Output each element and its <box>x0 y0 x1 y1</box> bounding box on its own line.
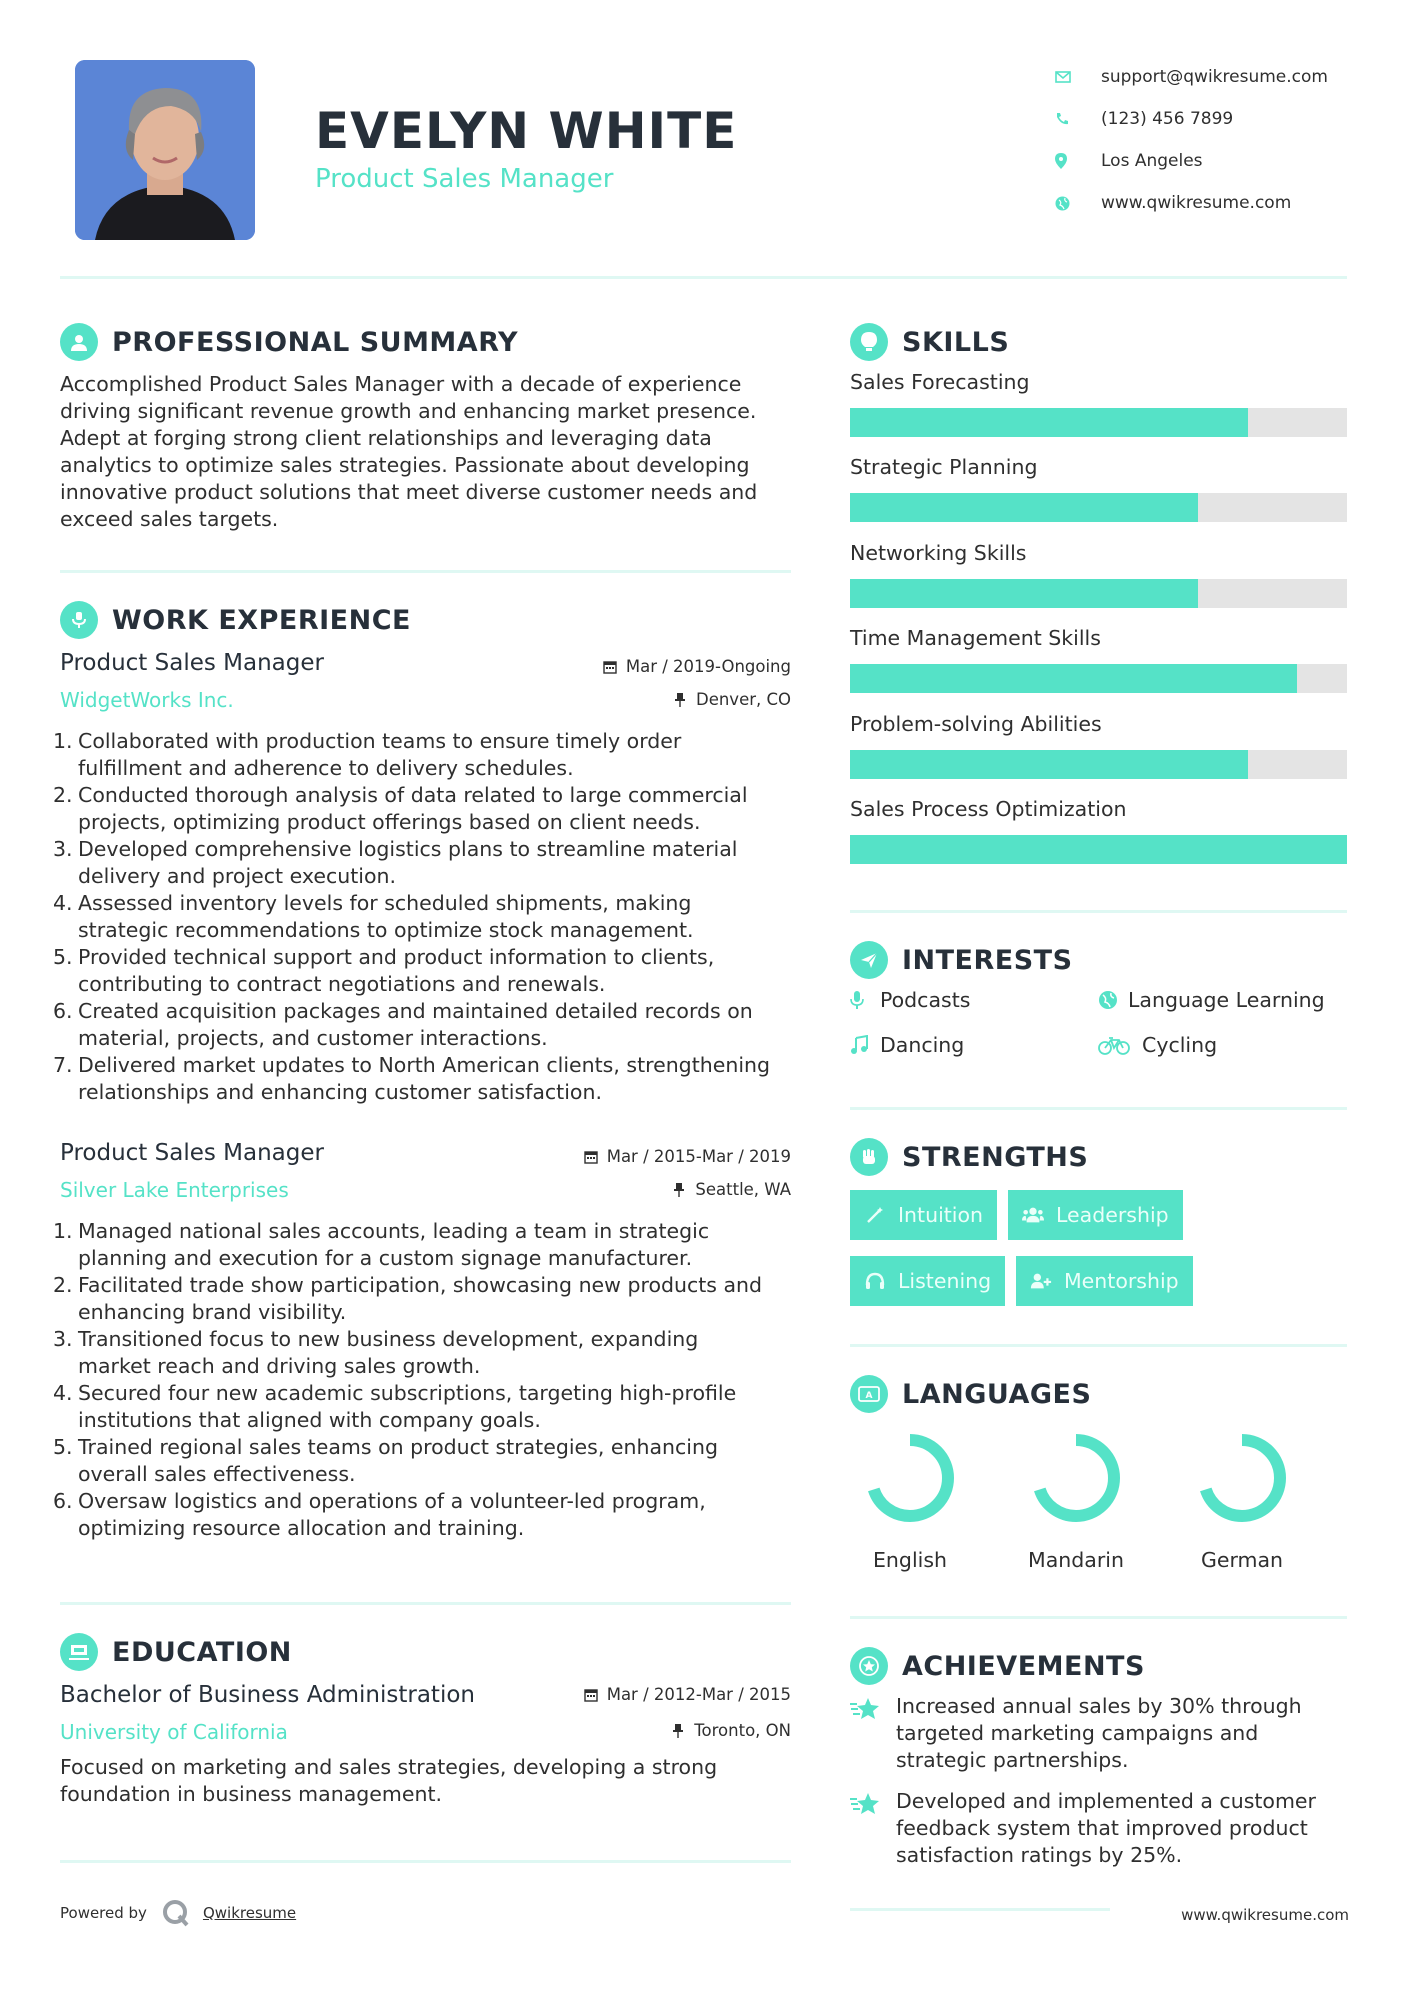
language-level-arc <box>872 1440 948 1516</box>
phone-text: (123) 456 7899 <box>1101 109 1234 129</box>
job-title: Product Sales Manager <box>60 1140 324 1166</box>
strength-tag: Leadership <box>1008 1190 1183 1240</box>
skill-level-bar <box>850 408 1347 437</box>
summary-line: driving significant revenue growth and enhancing market presence. <box>60 399 757 423</box>
education-title: EDUCATION <box>112 1636 292 1668</box>
fist-icon <box>850 1138 888 1176</box>
envelope-icon <box>1055 67 1091 87</box>
skill-level-fill <box>850 750 1248 779</box>
skill-level-fill <box>850 579 1198 608</box>
list-item: 1. Collaborated with production teams to ensure timely order fulfillment and adherence to delivery schedules. <box>53 729 682 780</box>
school-name: University of California <box>60 1720 288 1744</box>
job-title: Product Sales Manager <box>60 650 324 676</box>
skill-level-bar <box>850 750 1347 779</box>
list-item: 7. Delivered market updates to North American clients, strengthening relationships and enhancing customer satisfaction. <box>53 1053 771 1104</box>
pushpin-icon <box>672 692 688 708</box>
svg-text:A: A <box>865 1391 873 1401</box>
education-date-text: Mar / 2012-Mar / 2015 <box>606 1685 791 1704</box>
skill-level-fill <box>850 835 1347 864</box>
paper-plane-icon <box>850 941 888 979</box>
language-item <box>1187 1430 1297 1572</box>
experience-divider <box>60 1602 791 1605</box>
education-date <box>583 1685 791 1704</box>
job-location-text: Denver, CO <box>695 690 791 709</box>
map-pin-icon <box>1055 151 1091 171</box>
list-item: 6. Oversaw logistics and operations of a volunteer-led program, optimizing resource allocation and training. <box>53 1489 706 1540</box>
qwikresume-logo-icon <box>161 1898 191 1928</box>
interest-item: Dancing <box>850 1033 964 1057</box>
skill-level-bar <box>850 579 1347 608</box>
skill-level-bar <box>850 493 1347 522</box>
candidate-role: Product Sales Manager <box>315 164 614 194</box>
language-level-arc <box>1038 1440 1114 1516</box>
bicycle-icon <box>1098 1033 1138 1057</box>
list-item: 3. Transitioned focus to new business development, expanding market reach and driving sales growth. <box>53 1327 699 1378</box>
skill-level-fill <box>850 493 1198 522</box>
education-divider <box>60 1860 791 1863</box>
achievements-title: ACHIEVEMENTS <box>902 1650 1145 1682</box>
summary-heading <box>60 323 518 361</box>
language-label: English <box>872 1548 948 1572</box>
skill-label: Strategic Planning <box>850 455 1038 480</box>
contact-email[interactable] <box>1055 56 1385 98</box>
user-icon <box>60 323 98 361</box>
language-label: Mandarin <box>1028 1548 1124 1572</box>
music-note-icon <box>850 1033 876 1057</box>
powered-by <box>60 1898 296 1928</box>
skills-heading <box>850 323 1009 361</box>
summary-line: innovative product solutions that meet diverse customer needs and <box>60 480 758 504</box>
globe-icon <box>1055 193 1091 213</box>
interest-item: Cycling <box>1098 1033 1217 1057</box>
skill-level-bar <box>850 835 1347 864</box>
education-location-text: Toronto, ON <box>694 1721 791 1740</box>
experience-heading <box>60 601 411 639</box>
briefcase-icon <box>60 601 98 639</box>
interest-item: Language Learning <box>1098 988 1325 1012</box>
lightbulb-icon <box>850 323 888 361</box>
interests-title: INTERESTS <box>902 944 1073 976</box>
graduation-icon <box>60 1633 98 1671</box>
job-date <box>602 657 791 676</box>
list-item: 5. Provided technical support and product information to clients, contributing to contract negotiations and renewals. <box>53 945 715 996</box>
list-item: 4. Secured four new academic subscriptions, targeting high-profile institutions that aligned with company goals. <box>53 1381 737 1432</box>
magic-wand-icon <box>864 1204 886 1226</box>
calendar-icon <box>602 659 618 675</box>
strengths-divider <box>850 1344 1347 1347</box>
education-location <box>670 1721 791 1740</box>
achievements-divider <box>850 1908 1110 1911</box>
job-company: WidgetWorks Inc. <box>60 688 234 712</box>
language-item <box>1021 1430 1131 1572</box>
language-level-ring <box>1194 1430 1290 1526</box>
phone-icon <box>1055 109 1091 129</box>
strength-tag: Intuition <box>850 1190 997 1240</box>
microphone-icon <box>850 988 876 1012</box>
skill-label: Time Management Skills <box>850 626 1101 651</box>
language-level-arc <box>1204 1440 1280 1516</box>
email-text: support@qwikresume.com <box>1101 67 1328 87</box>
list-item: 4. Assessed inventory levels for scheduled shipments, making strategic recommendations to optimize stock management. <box>53 891 694 942</box>
strengths-title: STRENGTHS <box>902 1141 1089 1173</box>
languages-heading <box>850 1375 1091 1413</box>
calendar-icon <box>583 1149 599 1165</box>
skill-label: Problem-solving Abilities <box>850 711 1102 736</box>
list-item: 2. Facilitated trade show participation, showcasing new products and enhancing brand visibility. <box>53 1273 763 1324</box>
language-item <box>855 1430 965 1572</box>
header-divider <box>60 276 1347 279</box>
list-item: 3. Developed comprehensive logistics plans to streamline material delivery and project execution. <box>53 837 738 888</box>
job-location <box>672 690 791 709</box>
education-description: Focused on marketing and sales strategies, developing a strong foundation in business management. <box>60 1755 718 1806</box>
list-item: 1. Managed national sales accounts, leading a team in strategic planning and execution for a custom signage manufacturer. <box>53 1219 710 1270</box>
skill-level-fill <box>850 408 1248 437</box>
list-item: 2. Conducted thorough analysis of data related to large commercial projects, optimizing product offerings based on client needs. <box>53 783 748 834</box>
shooting-star-icon <box>850 1788 896 1869</box>
globe-icon <box>1098 988 1124 1012</box>
achievement-item: Increased annual sales by 30% through targeted marketing campaigns and strategic partnerships. <box>850 1693 1350 1774</box>
languages-title: LANGUAGES <box>902 1378 1092 1410</box>
star-badge-icon <box>850 1647 888 1685</box>
skill-label: Sales Process Optimization <box>850 797 1127 821</box>
degree-title: Bachelor of Business Administration <box>60 1682 475 1708</box>
skill-level-fill <box>850 664 1297 693</box>
interest-item: Podcasts <box>850 988 970 1012</box>
list-item: 5. Trained regional sales teams on product strategies, enhancing overall sales effectiveness. <box>53 1435 718 1486</box>
interests-divider <box>850 1107 1347 1110</box>
summary-line: exceed sales targets. <box>60 507 279 531</box>
job-duties <box>53 728 805 1106</box>
job-date-text: Mar / 2019-Ongoing <box>625 657 791 676</box>
skill-level-bar <box>850 664 1347 693</box>
job-date <box>583 1147 791 1166</box>
language-level-ring <box>1028 1430 1124 1526</box>
language-icon <box>850 1375 888 1413</box>
strength-tag: Mentorship <box>1016 1256 1193 1306</box>
achievement-item: Developed and implemented a customer feedback system that improved product satisfaction ratings by 25%. <box>850 1788 1350 1869</box>
skill-label: Sales Forecasting <box>850 370 1030 394</box>
contact-location <box>1055 140 1385 182</box>
contact-phone[interactable] <box>1055 98 1385 140</box>
skills-title: SKILLS <box>902 326 1010 358</box>
job-duties <box>53 1218 805 1542</box>
summary-line: Adept at forging strong client relationships and leveraging data <box>60 426 712 450</box>
user-plus-icon <box>1030 1270 1052 1292</box>
list-item: 6. Created acquisition packages and maintained detailed records on material, projects, and customer interactions. <box>53 999 753 1050</box>
profile-photo <box>75 60 255 240</box>
languages-divider <box>850 1616 1347 1619</box>
job-company: Silver Lake Enterprises <box>60 1178 289 1202</box>
strength-tag: Listening <box>850 1256 1005 1306</box>
website-text: www.qwikresume.com <box>1101 193 1292 213</box>
powered-by-text: Powered by <box>60 1904 147 1922</box>
pushpin-icon <box>671 1182 687 1198</box>
language-label: German <box>1200 1548 1284 1572</box>
summary-divider <box>60 570 791 573</box>
location-text: Los Angeles <box>1101 151 1203 171</box>
interests-heading <box>850 941 1073 979</box>
brand-link[interactable]: Qwikresume <box>202 1904 297 1922</box>
job-location-text: Seattle, WA <box>695 1180 791 1199</box>
experience-title: WORK EXPERIENCE <box>112 604 411 636</box>
contact-website[interactable] <box>1055 182 1385 224</box>
calendar-icon <box>583 1687 599 1703</box>
strengths-heading <box>850 1138 1088 1176</box>
summary-title: PROFESSIONAL SUMMARY <box>112 326 519 358</box>
headphones-icon <box>864 1270 886 1292</box>
language-level-ring <box>862 1430 958 1526</box>
candidate-name: EVELYN WHITE <box>315 102 738 160</box>
education-heading <box>60 1633 292 1671</box>
contact-block <box>1055 56 1385 224</box>
skills-divider <box>850 910 1347 913</box>
pushpin-icon <box>670 1723 686 1739</box>
summary-line: Accomplished Product Sales Manager with a decade of experience <box>60 372 742 396</box>
job-location <box>671 1180 791 1199</box>
summary-line: analytics to optimize sales strategies. Passionate about developing <box>60 453 750 477</box>
footer-website[interactable]: www.qwikresume.com <box>1181 1906 1349 1924</box>
skill-label: Networking Skills <box>850 540 1027 565</box>
achievements-heading <box>850 1647 1145 1685</box>
users-icon <box>1022 1204 1044 1226</box>
shooting-star-icon <box>850 1693 896 1774</box>
summary-text <box>60 371 800 533</box>
job-date-text: Mar / 2015-Mar / 2019 <box>606 1147 791 1166</box>
